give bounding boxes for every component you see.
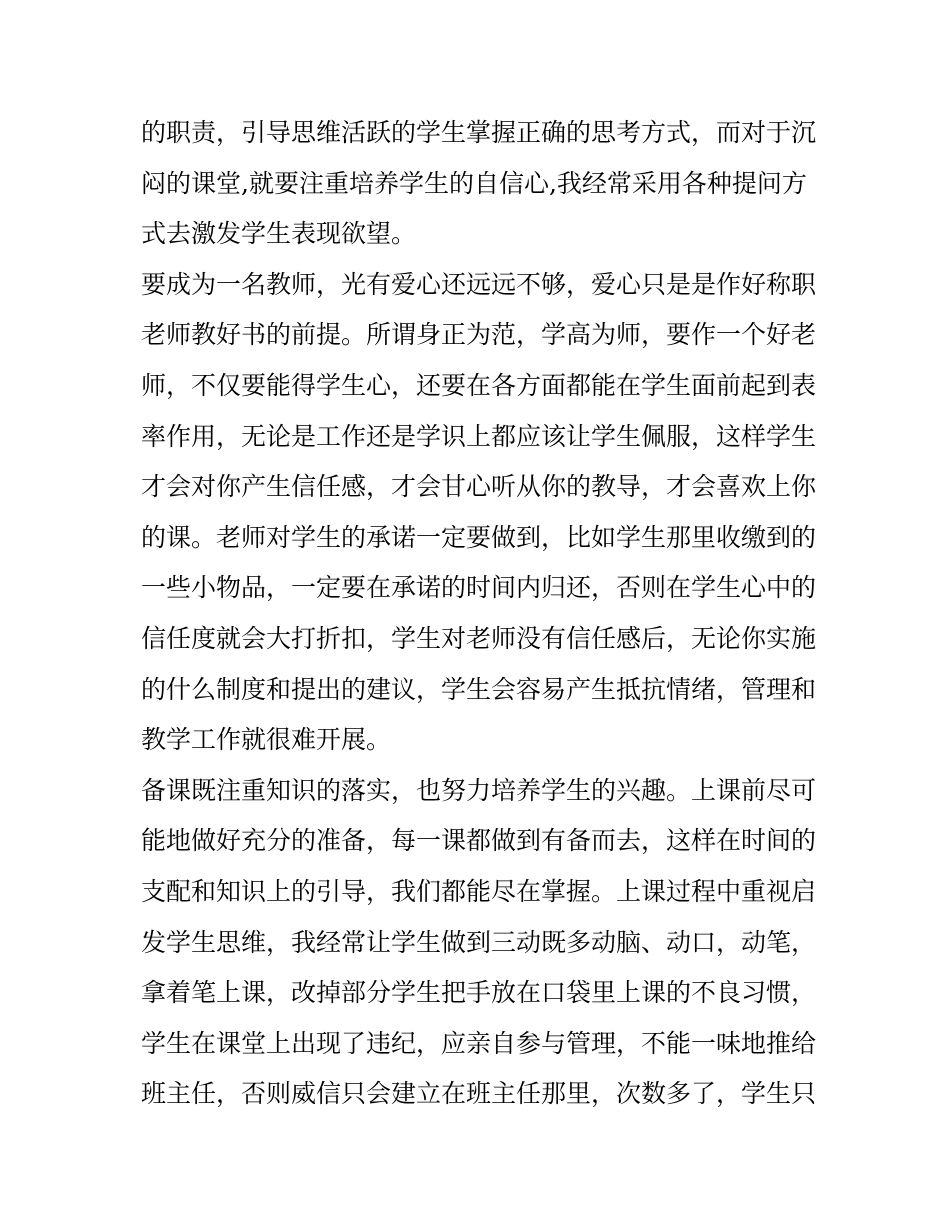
text-line: 老师教好书的前提。所谓身正为范，学高为师，要作一个好老 [141,320,817,350]
text-line: 学生在课堂上出现了违纪，应亲自参与管理，不能一味地推给 [141,1028,817,1058]
text-line: 的什么制度和提出的建议，学生会容易产生抵抗情绪，管理和 [141,674,817,704]
text-line: 发学生思维，我经常让学生做到三动既多动脑、动口，动笔， [141,927,817,957]
text-line: 闷的课堂,就要注重培养学生的自信心,我经常采用各种提问方 [141,168,807,198]
text-line: 教学工作就很难开展。 [141,725,392,755]
text-line: 一些小物品，一定要在承诺的时间内归还，否则在学生心中的 [141,573,817,603]
text-line: 备课既注重知识的落实，也努力培养学生的兴趣。上课前尽可 [141,775,817,805]
text-line: 信任度就会大打折扣，学生对老师没有信任感后，无论你实施 [141,623,817,653]
text-line: 支配和知识上的引导，我们都能尽在掌握。上课过程中重视启 [141,876,817,906]
text-line: 的课。老师对学生的承诺一定要做到，比如学生那里收缴到的 [141,522,817,552]
text-line: 要成为一名教师，光有爱心还远远不够，爱心只是是作好称职 [141,269,817,299]
text-line: 才会对你产生信任感，才会甘心听从你的教导，才会喜欢上你 [141,472,817,502]
text-line: 能地做好充分的准备，每一课都做到有备而去，这样在时间的 [141,826,817,856]
text-line: 式去激发学生表现欲望。 [141,219,417,249]
body-text [141,108,821,1120]
text-line: 师，不仅要能得学生心，还要在各方面都能在学生面前起到表 [141,370,817,400]
text-line: 率作用，无论是工作还是学识上都应该让学生佩服，这样学生 [141,421,817,451]
text-line: 的职责，引导思维活跃的学生掌握正确的思考方式，而对于沉 [141,118,817,147]
text-line: 班主任，否则威信只会建立在班主任那里，次数多了，学生只 [141,1079,817,1109]
text-line: 拿着笔上课，改掉部分学生把手放在口袋里上课的不良习惯， [141,978,817,1008]
